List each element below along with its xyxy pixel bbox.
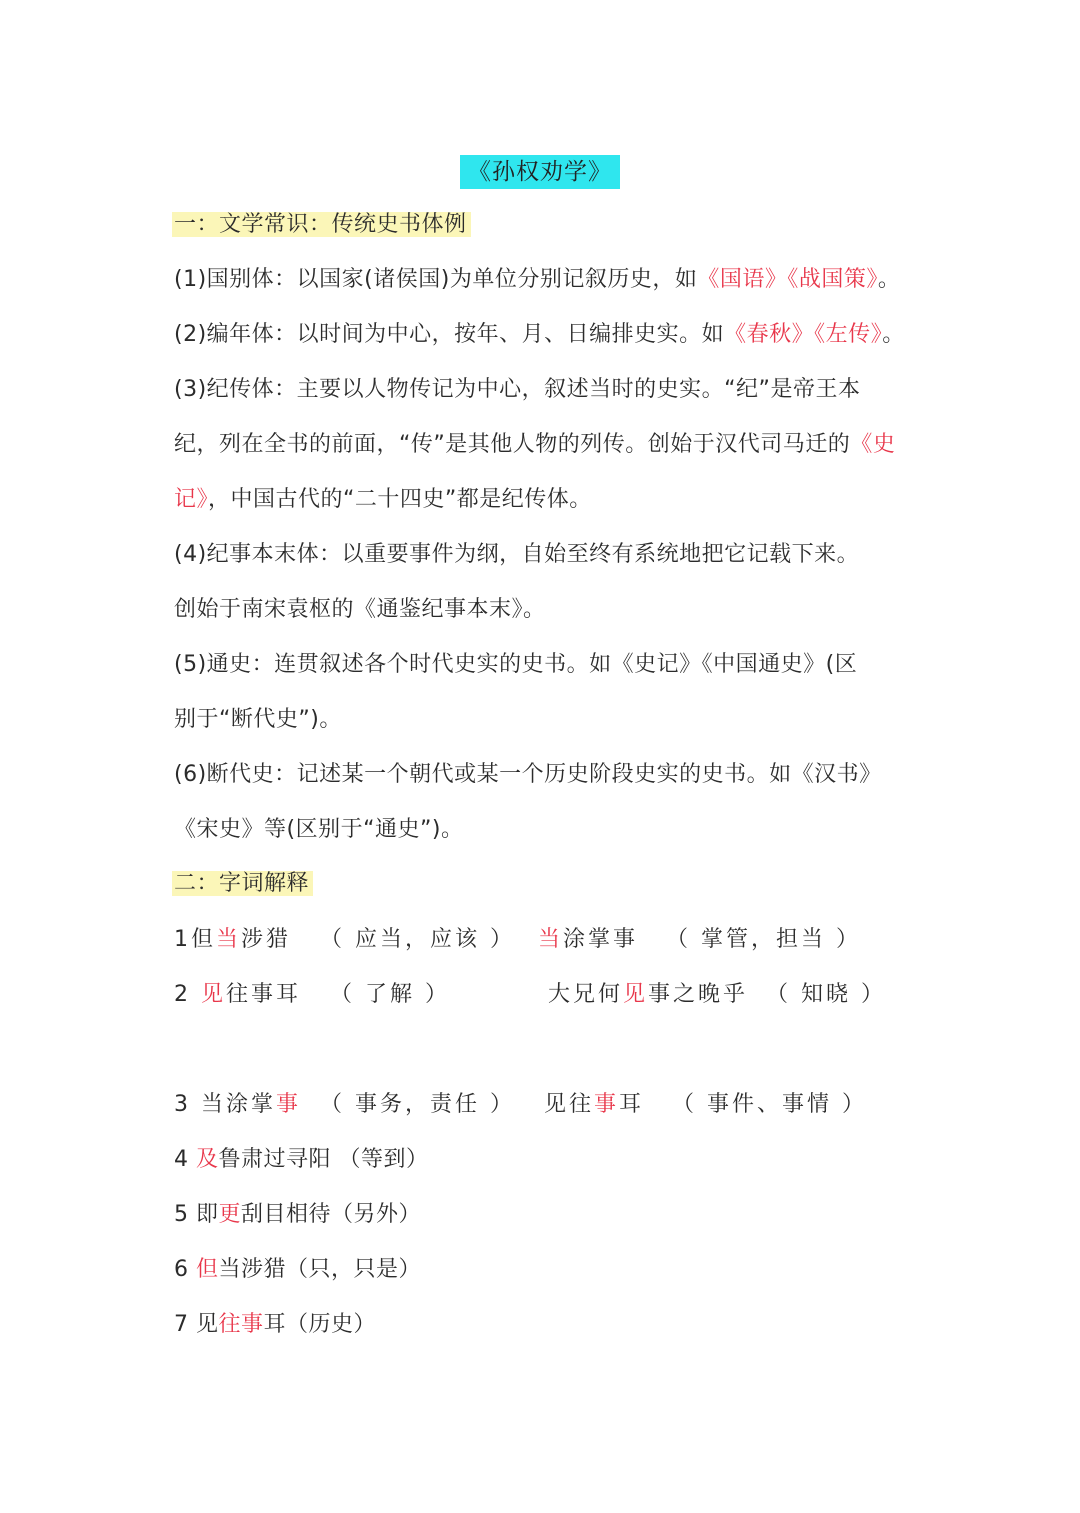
highlight-red-text: 但 [196, 1257, 219, 1282]
section-heading-1 [174, 210, 471, 240]
text-span: 1但 [174, 927, 216, 952]
text-span: 当涉猎（只，只是） [218, 1257, 422, 1282]
text-line-2 [174, 320, 905, 350]
text-span: 5 即 [174, 1202, 219, 1227]
text-line-3: (3)纪传体：主要以人物传记为中心，叙述当时的史实。“纪”是帝王本 [174, 377, 861, 402]
text-span: 7 见 [174, 1312, 219, 1337]
text-line-9: 别于“断代史”)。 [174, 707, 342, 732]
text-span: 大兄何 [548, 982, 624, 1007]
highlight-red-text: 事 [594, 1092, 620, 1117]
text-line-8: (5)通史：连贯叙述各个时代史实的史书。如《史记》《中国通史》(区 [174, 652, 858, 677]
vocab-row-5 [174, 1200, 421, 1230]
text-line-6: (4)纪事本末体：以重要事件为纲，自始至终有系统地把它记载下来。 [174, 542, 860, 567]
vocab-row-6 [174, 1255, 421, 1285]
text-line-4 [174, 430, 895, 460]
vocab-row-1 [174, 925, 861, 955]
page-title: 《孙权劝学》 [460, 155, 620, 189]
text-span: 耳 [619, 1092, 645, 1117]
text-span: (2)编年体：以时间为中心，按年、月、日编排史实。如 [174, 322, 725, 347]
definition: （ 应当，应该 ） [320, 927, 515, 952]
text-span: 鲁肃过寻阳 （等到） [218, 1147, 429, 1172]
definition: （ 事件、事情 ） [672, 1092, 867, 1117]
vocab-row-3 [174, 1090, 867, 1120]
text-span: 事之晚乎 [648, 982, 749, 1007]
vocab-entry-right [548, 980, 748, 1010]
text-span: 3 当涂掌 [174, 1092, 276, 1117]
definition: （ 事务，责任 ） [320, 1092, 515, 1117]
text-span: 涂掌事 [563, 927, 639, 952]
highlight-red-text: 记》 [174, 487, 209, 512]
text-span: 刮目相待（另外） [241, 1202, 422, 1227]
text-line-10: (6)断代史：记述某一个朝代或某一个历史阶段史实的史书。如《汉书》 [174, 762, 882, 787]
highlight-red-text: 及 [196, 1147, 219, 1172]
section-heading-2-text: 二：字词解释 [172, 871, 313, 896]
section-heading-2 [174, 869, 313, 899]
vocab-row-4 [174, 1145, 429, 1175]
text-span: 。 [882, 322, 905, 347]
highlight-red-text: 更 [218, 1202, 242, 1227]
section-heading-1-text: 一：文学常识：传统史书体例 [172, 212, 471, 237]
text-span: 6 [174, 1257, 196, 1282]
highlight-red-text: 往事 [218, 1312, 264, 1337]
highlight-red-text: 当 [216, 927, 242, 952]
text-span: (1)国别体：以国家(诸侯国)为单位分别记叙历史，如 [174, 267, 698, 292]
vocab-entry-right [538, 925, 638, 955]
text-line-5 [174, 485, 592, 515]
highlight-red-text: 《史 [850, 432, 896, 457]
text-line-1 [174, 265, 900, 295]
text-span: 。 [877, 267, 901, 292]
highlight-red-text: 事 [276, 1092, 302, 1117]
highlight-red-text: 当 [538, 927, 564, 952]
text-span: 耳（历史） [263, 1312, 377, 1337]
highlight-red-text: 《国语》《战国策》 [697, 267, 878, 292]
text-span: ，中国古代的“二十四史”都是纪传体。 [208, 487, 592, 512]
text-span: 涉猎 [241, 927, 292, 952]
highlight-red-text: 见 [623, 982, 649, 1007]
vocab-row-7 [174, 1310, 376, 1340]
text-span: 往事耳 [226, 982, 302, 1007]
text-span: 见往 [544, 1092, 595, 1117]
highlight-red-text: 见 [201, 982, 227, 1007]
highlight-red-text: 《春秋》《左传》 [724, 322, 883, 347]
definition: （ 掌管，担当 ） [666, 927, 861, 952]
text-line-11: 《宋史》等(区别于“通史”)。 [174, 817, 464, 842]
text-span: 4 [174, 1147, 196, 1172]
definition: （ 了解 ） [330, 982, 450, 1007]
definition: （ 知晓 ） [766, 982, 886, 1007]
text-span: 纪，列在全书的前面，“传”是其他人物的列传。创始于汉代司马迁的 [174, 432, 851, 457]
text-span: 2 [174, 982, 201, 1007]
vocab-entry-right [544, 1090, 644, 1120]
vocab-row-2 [174, 980, 886, 1010]
text-line-7: 创始于南宋袁枢的《通鉴纪事本末》。 [174, 597, 546, 622]
title-wrap [0, 155, 1080, 189]
